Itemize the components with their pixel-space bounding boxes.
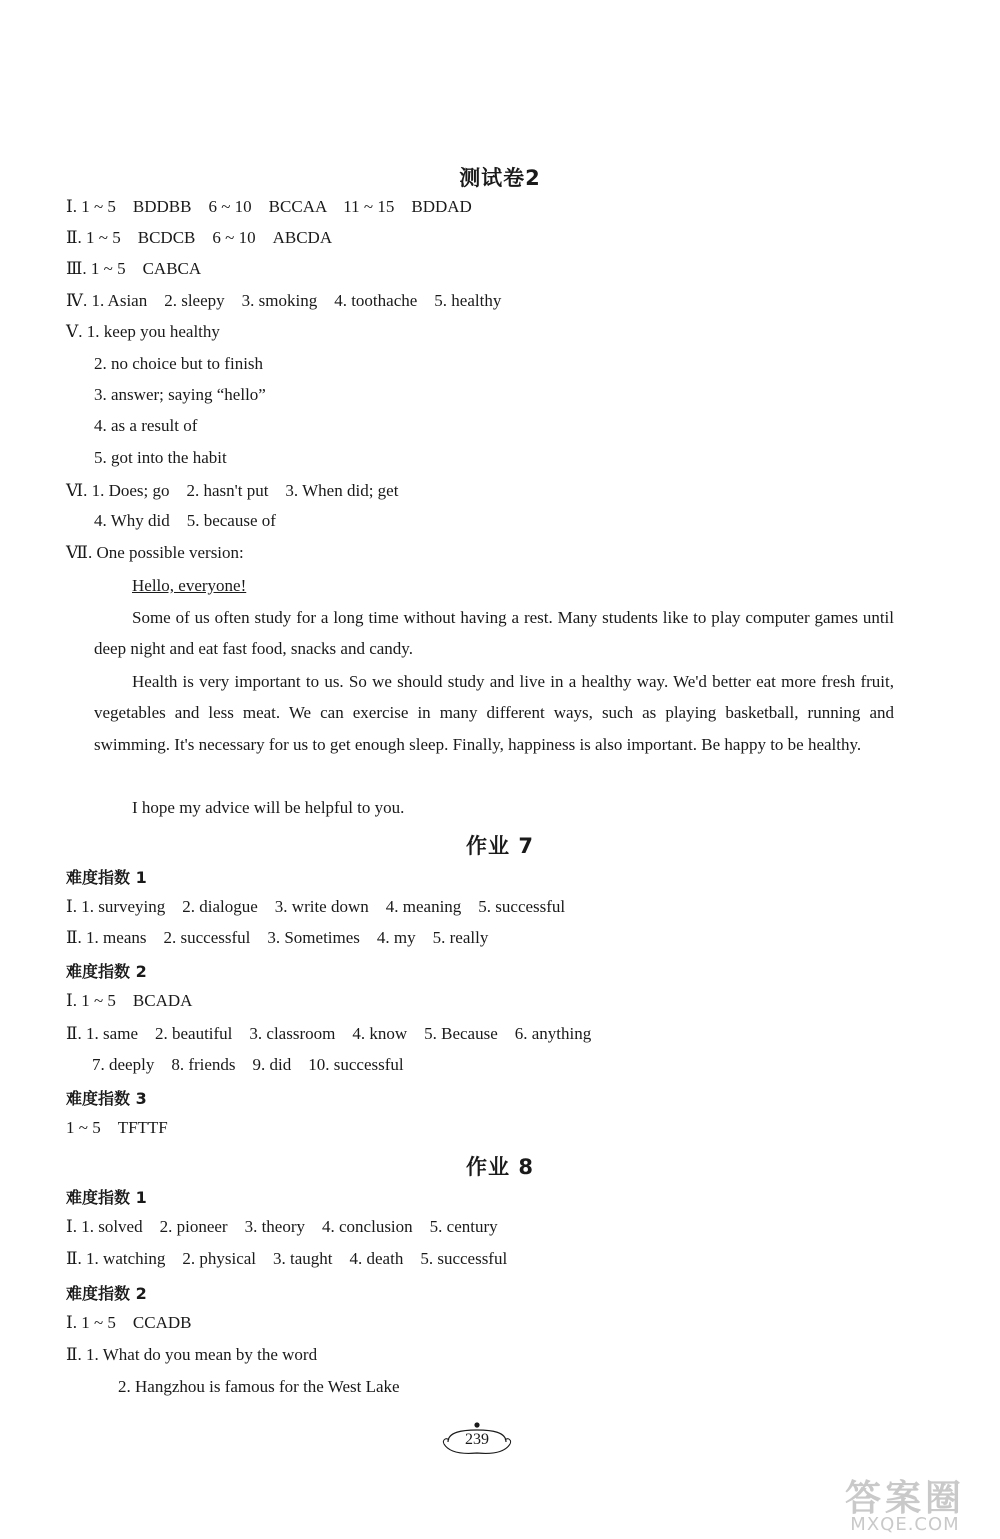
answer-line: Ⅱ. 1 ~ 5 BCDCB 6 ~ 10 ABCDA	[66, 228, 333, 247]
site-watermark-logo	[810, 1470, 1000, 1539]
section-title-test-2: 测试卷2	[459, 166, 541, 190]
answer-line: Ⅴ. 1. keep you healthy	[66, 322, 220, 341]
difficulty-level-heading: 难度指数 1	[66, 868, 147, 887]
difficulty-level-heading: 难度指数 1	[66, 1188, 147, 1207]
answer-line: 4. as a result of	[94, 416, 198, 435]
essay-paragraph: Some of us often study for a long time without having a rest. Many students like to play computer games until deep night and eat fast food, snacks and candy.	[94, 608, 894, 659]
difficulty-level-heading: 难度指数 2	[66, 962, 147, 981]
section-title-homework-8: 作业 8	[466, 1155, 534, 1179]
answer-line: Ⅰ. 1 ~ 5 CCADB	[66, 1313, 192, 1332]
answer-line: Ⅰ. 1 ~ 5 BDDBB 6 ~ 10 BCCAA 11 ~ 15 BDDAD	[66, 197, 472, 216]
answer-line: Ⅵ. 1. Does; go 2. hasn't put 3. When did; get	[66, 481, 399, 500]
watermark-bottom-text: MXQE.COM	[850, 1514, 960, 1535]
page-number-text: 239	[465, 1431, 489, 1448]
answer-line: 2. Hangzhou is famous for the West Lake	[118, 1377, 400, 1396]
difficulty-level-heading: 难度指数 2	[66, 1284, 147, 1303]
answer-line: Ⅶ. One possible version:	[66, 543, 244, 562]
section-title-homework-7: 作业 7	[466, 834, 534, 858]
answer-line: Ⅱ. 1. means 2. successful 3. Sometimes 4. my 5. really	[66, 928, 489, 947]
answer-line: 7. deeply 8. friends 9. did 10. successful	[92, 1055, 404, 1074]
answer-line: 5. got into the habit	[94, 448, 227, 467]
answer-line: Ⅲ. 1 ~ 5 CABCA	[66, 259, 202, 278]
page-number	[440, 1420, 514, 1456]
essay-paragraph: I hope my advice will be helpful to you.	[132, 798, 405, 817]
answer-line: 2. no choice but to finish	[94, 354, 264, 373]
essay-greeting: Hello, everyone!	[132, 576, 247, 595]
essay-paragraph: Health is very important to us. So we should study and live in a healthy way. We'd better eat more fresh fruit, vegetables and less meat. We can exercise in many different ways, such as playing basketball, running and swimming. It's necessary for us to get enough sleep. Finally, happiness is also important. Be happy to be healthy.	[94, 672, 894, 754]
answer-line: Ⅳ. 1. Asian 2. sleepy 3. smoking 4. toothache 5. healthy	[66, 291, 502, 310]
answer-line: Ⅱ. 1. What do you mean by the word	[66, 1345, 318, 1364]
answer-line: Ⅱ. 1. same 2. beautiful 3. classroom 4. know 5. Because 6. anything	[66, 1024, 592, 1043]
answer-line: 1 ~ 5 TFTTF	[66, 1118, 168, 1137]
answer-line: 4. Why did 5. because of	[94, 511, 276, 530]
watermark-top-text: 答案圈	[844, 1478, 965, 1519]
answer-line: 3. answer; saying “hello”	[94, 385, 266, 404]
answer-line: Ⅱ. 1. watching 2. physical 3. taught 4. death 5. successful	[66, 1249, 508, 1268]
difficulty-level-heading: 难度指数 3	[66, 1089, 147, 1108]
answer-line: Ⅰ. 1. surveying 2. dialogue 3. write down 4. meaning 5. successful	[66, 897, 566, 916]
answer-line: Ⅰ. 1. solved 2. pioneer 3. theory 4. conclusion 5. century	[66, 1217, 498, 1236]
answer-line: Ⅰ. 1 ~ 5 BCADA	[66, 991, 193, 1010]
